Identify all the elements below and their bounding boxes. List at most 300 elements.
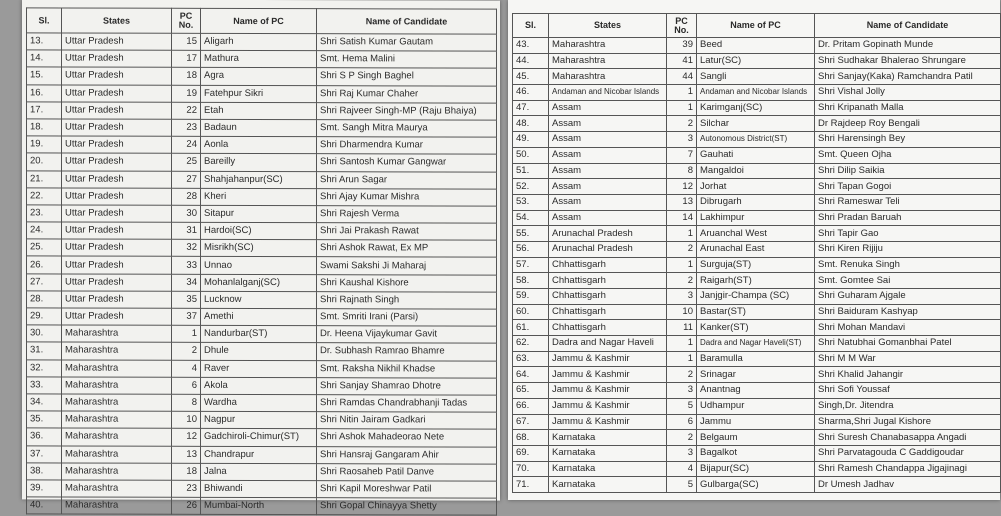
table-row bbox=[513, 461, 1001, 477]
candidate-cell: Shri Satish Kumar Gautam bbox=[317, 34, 497, 52]
candidate-cell: Shri Rajesh Verma bbox=[317, 206, 497, 224]
state-cell: Assam bbox=[549, 116, 667, 132]
sl-cell: 24. bbox=[27, 222, 62, 239]
sl-cell: 23. bbox=[27, 205, 62, 222]
pc-no-cell: 28 bbox=[172, 188, 201, 205]
table-row bbox=[513, 38, 1001, 54]
candidate-cell: Shri Kiren Rijiju bbox=[815, 241, 1001, 257]
candidate-cell: Smt. Sangh Mitra Maurya bbox=[317, 120, 497, 138]
pc-no-cell: 23 bbox=[172, 480, 201, 497]
pc-no-cell: 1 bbox=[667, 257, 697, 273]
pc-name-cell: Gadchiroli-Chimur(ST) bbox=[201, 429, 317, 446]
sl-cell: 14. bbox=[27, 50, 62, 67]
table-row bbox=[513, 257, 1001, 273]
sl-cell: 51. bbox=[513, 163, 549, 179]
state-cell: Maharashtra bbox=[62, 377, 172, 394]
sl-cell: 35. bbox=[27, 411, 62, 428]
state-cell: Karnataka bbox=[549, 445, 667, 461]
pc-name-cell: Agra bbox=[201, 68, 317, 85]
table-row bbox=[513, 100, 1001, 116]
sl-cell: 19. bbox=[27, 136, 62, 153]
pc-name-cell: Surguja(ST) bbox=[697, 257, 815, 273]
pc-no-cell: 12 bbox=[172, 429, 201, 446]
table-row bbox=[27, 463, 497, 481]
table-row bbox=[513, 367, 1001, 383]
pc-name-cell: Mumbai-North bbox=[201, 497, 317, 514]
pc-name-cell: Kheri bbox=[201, 188, 317, 205]
candidate-cell: Shri S P Singh Baghel bbox=[317, 68, 497, 86]
sl-cell: 43. bbox=[513, 38, 549, 54]
pc-no-cell: 11 bbox=[667, 320, 697, 336]
state-cell: Arunachal Pradesh bbox=[549, 241, 667, 257]
sl-cell: 49. bbox=[513, 132, 549, 148]
pc-no-cell: 41 bbox=[667, 53, 697, 69]
candidate-cell: Shri Parvatagouda C Gaddigoudar bbox=[815, 445, 1001, 461]
table-row bbox=[513, 85, 1001, 101]
header-sl: Sl. bbox=[27, 8, 62, 33]
candidate-cell: Shri Dilip Saikia bbox=[815, 163, 1001, 179]
pc-name-cell: Dadra and Nagar Haveli(ST) bbox=[697, 336, 815, 352]
state-cell: Jammu & Kashmir bbox=[549, 383, 667, 399]
candidate-cell: Shri Rajveer Singh-MP (Raju Bhaiya) bbox=[317, 102, 497, 120]
table-row bbox=[27, 50, 497, 68]
table-row bbox=[27, 84, 497, 102]
state-cell: Chhattisgarh bbox=[549, 289, 667, 305]
pc-no-cell: 2 bbox=[172, 343, 201, 360]
candidate-cell: Shri Kapil Moreshwar Patil bbox=[317, 481, 497, 499]
table-row bbox=[27, 119, 497, 137]
state-cell: Chhattisgarh bbox=[549, 320, 667, 336]
candidate-cell: Shri Suresh Chanabasappa Angadi bbox=[815, 430, 1001, 446]
table-row bbox=[513, 194, 1001, 210]
header-candidate: Name of Candidate bbox=[815, 14, 1001, 38]
state-cell: Maharashtra bbox=[549, 38, 667, 54]
candidate-cell: Shri Khalid Jahangir bbox=[815, 367, 1001, 383]
candidate-cell: Dr. Subhash Ramrao Bhamre bbox=[317, 343, 497, 361]
header-pc-no-line2: No. bbox=[674, 24, 689, 35]
pc-no-cell: 44 bbox=[667, 69, 697, 85]
pc-name-cell: Aligarh bbox=[201, 33, 317, 50]
table-row bbox=[27, 377, 497, 395]
state-cell: Maharashtra bbox=[549, 69, 667, 85]
table-row bbox=[27, 256, 497, 274]
state-cell: Uttar Pradesh bbox=[62, 136, 172, 153]
pc-name-cell: Wardha bbox=[201, 394, 317, 411]
table-row bbox=[513, 273, 1001, 289]
sl-cell: 55. bbox=[513, 226, 549, 242]
state-cell: Jammu & Kashmir bbox=[549, 398, 667, 414]
table-row bbox=[27, 274, 497, 292]
pc-name-cell: Dhule bbox=[201, 343, 317, 360]
pc-no-cell: 33 bbox=[172, 257, 201, 274]
table-row bbox=[513, 53, 1001, 69]
sl-cell: 58. bbox=[513, 273, 549, 289]
candidate-cell: Shri Kripanath Malla bbox=[815, 100, 1001, 116]
header-pc-no bbox=[667, 14, 697, 38]
candidate-cell: Dr. Pritam Gopinath Munde bbox=[815, 38, 1001, 54]
pc-name-cell: Badaun bbox=[201, 119, 317, 136]
candidate-cell: Shri Guharam Ajgale bbox=[815, 289, 1001, 305]
pc-no-cell: 22 bbox=[172, 102, 201, 119]
candidate-cell: Smt. Queen Ojha bbox=[815, 147, 1001, 163]
pc-no-cell: 1 bbox=[172, 325, 201, 342]
pc-no-cell: 19 bbox=[172, 85, 201, 102]
candidate-cell: Shri Arun Sagar bbox=[317, 171, 497, 189]
state-cell: Uttar Pradesh bbox=[62, 153, 172, 170]
state-cell: Jammu & Kashmir bbox=[549, 414, 667, 430]
table-body-right bbox=[513, 38, 1001, 493]
pc-name-cell: Mangaldoi bbox=[697, 163, 815, 179]
candidate-cell: Shri Tapan Gogoi bbox=[815, 179, 1001, 195]
table-row bbox=[27, 497, 497, 515]
pc-name-cell: Nandurbar(ST) bbox=[201, 326, 317, 343]
table-row bbox=[27, 325, 497, 343]
sl-cell: 33. bbox=[27, 377, 62, 394]
candidate-cell: Shri Ashok Mahadeorao Nete bbox=[317, 429, 497, 447]
table-row bbox=[27, 308, 497, 326]
pc-name-cell: Janjgir-Champa (SC) bbox=[697, 289, 815, 305]
table-row bbox=[27, 33, 497, 51]
state-cell: Maharashtra bbox=[62, 463, 172, 480]
state-cell: Maharashtra bbox=[62, 325, 172, 342]
sl-cell: 48. bbox=[513, 116, 549, 132]
sl-cell: 32. bbox=[27, 359, 62, 376]
sl-cell: 45. bbox=[513, 69, 549, 85]
sl-cell: 59. bbox=[513, 289, 549, 305]
pc-name-cell: Sangli bbox=[697, 69, 815, 85]
sl-cell: 21. bbox=[27, 170, 62, 187]
candidate-cell: Shri Gopal Chinayya Shetty bbox=[317, 498, 497, 516]
table-row bbox=[513, 445, 1001, 461]
pc-name-cell: Arunachal East bbox=[697, 241, 815, 257]
state-cell: Karnataka bbox=[549, 430, 667, 446]
candidate-table-left bbox=[26, 7, 497, 515]
table-row bbox=[27, 445, 497, 463]
candidate-cell: Shri Jai Prakash Rawat bbox=[317, 223, 497, 241]
pc-name-cell: Aonla bbox=[201, 136, 317, 153]
pc-name-cell: Bhiwandi bbox=[201, 480, 317, 497]
sl-cell: 27. bbox=[27, 274, 62, 291]
pc-no-cell: 1 bbox=[667, 100, 697, 116]
header-states: States bbox=[62, 8, 172, 33]
state-cell: Karnataka bbox=[549, 477, 667, 493]
sl-cell: 56. bbox=[513, 241, 549, 257]
table-row bbox=[513, 226, 1001, 242]
table-row bbox=[27, 222, 497, 240]
table-row bbox=[27, 411, 497, 429]
sl-cell: 40. bbox=[27, 497, 62, 514]
sl-cell: 60. bbox=[513, 304, 549, 320]
state-cell: Maharashtra bbox=[62, 445, 172, 462]
candidate-cell: Shri Hansraj Gangaram Ahir bbox=[317, 446, 497, 464]
pc-no-cell: 10 bbox=[667, 304, 697, 320]
pc-no-cell: 2 bbox=[667, 430, 697, 446]
pc-no-cell: 3 bbox=[667, 289, 697, 305]
pc-no-cell: 4 bbox=[667, 461, 697, 477]
pc-no-cell: 34 bbox=[172, 274, 201, 291]
state-cell: Uttar Pradesh bbox=[62, 170, 172, 187]
state-cell: Maharashtra bbox=[62, 497, 172, 514]
state-cell: Uttar Pradesh bbox=[62, 85, 172, 102]
candidate-cell: Shri Tapir Gao bbox=[815, 226, 1001, 242]
pc-no-cell: 31 bbox=[172, 222, 201, 239]
table-row bbox=[27, 359, 497, 377]
pc-name-cell: Bareilly bbox=[201, 154, 317, 171]
candidate-cell: Shri Rameswar Teli bbox=[815, 194, 1001, 210]
state-cell: Maharashtra bbox=[62, 480, 172, 497]
state-cell: Jammu & Kashmir bbox=[549, 367, 667, 383]
pc-name-cell: Belgaum bbox=[697, 430, 815, 446]
pc-no-cell: 1 bbox=[667, 85, 697, 101]
candidate-cell: Shri Mohan Mandavi bbox=[815, 320, 1001, 336]
pc-no-cell: 25 bbox=[172, 154, 201, 171]
sl-cell: 13. bbox=[27, 33, 62, 50]
candidate-cell: Smt. Gomtee Sai bbox=[815, 273, 1001, 289]
sl-cell: 46. bbox=[513, 85, 549, 101]
sl-cell: 63. bbox=[513, 351, 549, 367]
state-cell: Dadra and Nagar Haveli bbox=[549, 336, 667, 352]
state-cell: Maharashtra bbox=[62, 428, 172, 445]
sl-cell: 37. bbox=[27, 445, 62, 462]
sl-cell: 64. bbox=[513, 367, 549, 383]
sl-cell: 29. bbox=[27, 308, 62, 325]
pc-no-cell: 4 bbox=[172, 360, 201, 377]
state-cell: Maharashtra bbox=[62, 342, 172, 359]
table-row bbox=[513, 398, 1001, 414]
state-cell: Assam bbox=[549, 179, 667, 195]
candidate-cell: Shri Natubhai Gomanbhai Patel bbox=[815, 336, 1001, 352]
header-name-of-pc: Name of PC bbox=[697, 14, 815, 38]
candidate-cell: Shri Sanjay Shamrao Dhotre bbox=[317, 377, 497, 395]
candidate-cell: Shri Rajnath Singh bbox=[317, 291, 497, 309]
candidate-cell: Smt. Hema Malini bbox=[317, 51, 497, 69]
pc-name-cell: Amethi bbox=[201, 308, 317, 325]
sl-cell: 17. bbox=[27, 102, 62, 119]
table-row bbox=[27, 67, 497, 85]
sl-cell: 34. bbox=[27, 394, 62, 411]
candidate-cell: Shri Dharmendra Kumar bbox=[317, 137, 497, 155]
candidate-cell: Shri Sanjay(Kaka) Ramchandra Patil bbox=[815, 69, 1001, 85]
pc-no-cell: 26 bbox=[172, 497, 201, 514]
table-row bbox=[27, 102, 497, 120]
pc-no-cell: 2 bbox=[667, 116, 697, 132]
pc-name-cell: Baramulla bbox=[697, 351, 815, 367]
header-row bbox=[513, 14, 1001, 38]
sl-cell: 68. bbox=[513, 430, 549, 446]
header-pc-no-line2: No. bbox=[178, 19, 194, 30]
state-cell: Uttar Pradesh bbox=[62, 222, 172, 239]
pc-name-cell: Nagpur bbox=[201, 411, 317, 428]
table-row bbox=[27, 342, 497, 360]
candidate-cell: Shri Ramdas Chandrabhanji Tadas bbox=[317, 395, 497, 413]
header-pc-no-line1: PC bbox=[675, 15, 688, 26]
candidate-cell: Dr Umesh Jadhav bbox=[815, 477, 1001, 493]
pc-no-cell: 15 bbox=[172, 33, 201, 50]
table-row bbox=[513, 383, 1001, 399]
candidate-cell: Shri Pradan Baruah bbox=[815, 210, 1001, 226]
sl-cell: 31. bbox=[27, 342, 62, 359]
pc-name-cell: Aruanchal West bbox=[697, 226, 815, 242]
table-row bbox=[513, 289, 1001, 305]
pc-no-cell: 32 bbox=[172, 240, 201, 257]
pc-name-cell: Bijapur(SC) bbox=[697, 461, 815, 477]
right-page bbox=[508, 0, 1000, 500]
candidate-cell: Shri Harensingh Bey bbox=[815, 132, 1001, 148]
sl-cell: 39. bbox=[27, 480, 62, 497]
table-row bbox=[513, 320, 1001, 336]
pc-no-cell: 8 bbox=[667, 163, 697, 179]
candidate-cell: Shri Baiduram Kashyap bbox=[815, 304, 1001, 320]
sl-cell: 67. bbox=[513, 414, 549, 430]
pc-no-cell: 2 bbox=[667, 273, 697, 289]
pc-name-cell: Shahjahanpur(SC) bbox=[201, 171, 317, 188]
state-cell: Uttar Pradesh bbox=[62, 50, 172, 67]
pc-name-cell: Andaman and Nicobar Islands bbox=[697, 85, 815, 101]
pc-name-cell: Autonomous District(ST) bbox=[697, 132, 815, 148]
state-cell: Uttar Pradesh bbox=[62, 102, 172, 119]
pc-name-cell: Mathura bbox=[201, 51, 317, 68]
pc-no-cell: 3 bbox=[667, 132, 697, 148]
table-row bbox=[513, 69, 1001, 85]
sl-cell: 69. bbox=[513, 445, 549, 461]
sl-cell: 18. bbox=[27, 119, 62, 136]
sl-cell: 16. bbox=[27, 84, 62, 101]
table-row bbox=[513, 304, 1001, 320]
state-cell: Assam bbox=[549, 100, 667, 116]
pc-no-cell: 12 bbox=[667, 179, 697, 195]
pc-name-cell: Dibrugarh bbox=[697, 194, 815, 210]
table-row bbox=[27, 170, 497, 188]
state-cell: Assam bbox=[549, 194, 667, 210]
pc-name-cell: Udhampur bbox=[697, 398, 815, 414]
pc-no-cell: 8 bbox=[172, 394, 201, 411]
table-row bbox=[513, 179, 1001, 195]
pc-name-cell: Unnao bbox=[201, 257, 317, 274]
sl-cell: 15. bbox=[27, 67, 62, 84]
state-cell: Uttar Pradesh bbox=[62, 205, 172, 222]
sl-cell: 36. bbox=[27, 428, 62, 445]
table-row bbox=[513, 132, 1001, 148]
candidate-cell: Smt. Smriti Irani (Parsi) bbox=[317, 309, 497, 327]
table-row bbox=[27, 188, 497, 206]
table-row bbox=[513, 414, 1001, 430]
pc-name-cell: Latur(SC) bbox=[697, 53, 815, 69]
state-cell: Uttar Pradesh bbox=[62, 256, 172, 273]
pc-no-cell: 30 bbox=[172, 205, 201, 222]
sl-cell: 62. bbox=[513, 336, 549, 352]
pc-no-cell: 17 bbox=[172, 50, 201, 67]
pc-no-cell: 35 bbox=[172, 291, 201, 308]
header-sl: Sl. bbox=[513, 14, 549, 38]
sl-cell: 65. bbox=[513, 383, 549, 399]
sl-cell: 71. bbox=[513, 477, 549, 493]
pc-name-cell: Srinagar bbox=[697, 367, 815, 383]
state-cell: Assam bbox=[549, 163, 667, 179]
candidate-table-right bbox=[512, 13, 1001, 493]
pc-no-cell: 39 bbox=[667, 38, 697, 54]
pc-no-cell: 18 bbox=[172, 463, 201, 480]
pc-no-cell: 13 bbox=[172, 446, 201, 463]
pc-name-cell: Lakhimpur bbox=[697, 210, 815, 226]
sl-cell: 25. bbox=[27, 239, 62, 256]
pc-no-cell: 3 bbox=[667, 445, 697, 461]
pc-name-cell: Etah bbox=[201, 102, 317, 119]
pc-no-cell: 14 bbox=[667, 210, 697, 226]
state-cell: Uttar Pradesh bbox=[62, 308, 172, 325]
candidate-cell: Shri Ashok Rawat, Ex MP bbox=[317, 240, 497, 258]
pc-no-cell: 24 bbox=[172, 136, 201, 153]
table-row bbox=[513, 210, 1001, 226]
pc-name-cell: Jorhat bbox=[697, 179, 815, 195]
state-cell: Chhattisgarh bbox=[549, 257, 667, 273]
pc-name-cell: Misrikh(SC) bbox=[201, 240, 317, 257]
sl-cell: 54. bbox=[513, 210, 549, 226]
table-row bbox=[513, 477, 1001, 493]
state-cell: Arunachal Pradesh bbox=[549, 226, 667, 242]
pc-no-cell: 2 bbox=[667, 367, 697, 383]
pc-name-cell: Gauhati bbox=[697, 147, 815, 163]
state-cell: Jammu & Kashmir bbox=[549, 351, 667, 367]
sl-cell: 52. bbox=[513, 179, 549, 195]
header-states: States bbox=[549, 14, 667, 38]
pc-no-cell: 27 bbox=[172, 171, 201, 188]
sl-cell: 22. bbox=[27, 188, 62, 205]
pc-no-cell: 23 bbox=[172, 119, 201, 136]
sl-cell: 44. bbox=[513, 53, 549, 69]
table-row bbox=[27, 239, 497, 257]
header-row bbox=[27, 8, 497, 34]
state-cell: Uttar Pradesh bbox=[62, 188, 172, 205]
candidate-cell: Swami Sakshi Ji Maharaj bbox=[317, 257, 497, 275]
pc-name-cell: Raigarh(ST) bbox=[697, 273, 815, 289]
pc-no-cell: 5 bbox=[667, 477, 697, 493]
state-cell: Andaman and Nicobar Islands bbox=[549, 85, 667, 101]
candidate-cell: Shri Sudhakar Bhalerao Shrungare bbox=[815, 53, 1001, 69]
pc-name-cell: Jalna bbox=[201, 463, 317, 480]
table-row bbox=[513, 241, 1001, 257]
state-cell: Karnataka bbox=[549, 461, 667, 477]
pc-no-cell: 5 bbox=[667, 398, 697, 414]
pc-name-cell: Bastar(ST) bbox=[697, 304, 815, 320]
candidate-cell: Shri Sofi Youssaf bbox=[815, 383, 1001, 399]
state-cell: Maharashtra bbox=[62, 394, 172, 411]
table-row bbox=[513, 163, 1001, 179]
sl-cell: 26. bbox=[27, 256, 62, 273]
pc-name-cell: Raver bbox=[201, 360, 317, 377]
sl-cell: 38. bbox=[27, 463, 62, 480]
table-body-left bbox=[27, 33, 497, 515]
state-cell: Uttar Pradesh bbox=[62, 274, 172, 291]
state-cell: Assam bbox=[549, 132, 667, 148]
state-cell: Uttar Pradesh bbox=[62, 239, 172, 256]
state-cell: Assam bbox=[549, 147, 667, 163]
pc-no-cell: 13 bbox=[667, 194, 697, 210]
candidate-cell: Shri M M War bbox=[815, 351, 1001, 367]
state-cell: Uttar Pradesh bbox=[62, 67, 172, 84]
candidate-cell: Shri Nitin Jairam Gadkari bbox=[317, 412, 497, 430]
pc-name-cell: Lucknow bbox=[201, 291, 317, 308]
pc-name-cell: Sitapur bbox=[201, 205, 317, 222]
candidate-cell: Shri Santosh Kumar Gangwar bbox=[317, 154, 497, 172]
sl-cell: 20. bbox=[27, 153, 62, 170]
state-cell: Assam bbox=[549, 210, 667, 226]
pc-name-cell: Gulbarga(SC) bbox=[697, 477, 815, 493]
pc-name-cell: Hardoi(SC) bbox=[201, 222, 317, 239]
pc-no-cell: 3 bbox=[667, 383, 697, 399]
table-row bbox=[27, 480, 497, 498]
table-row bbox=[27, 291, 497, 309]
table-row bbox=[513, 430, 1001, 446]
